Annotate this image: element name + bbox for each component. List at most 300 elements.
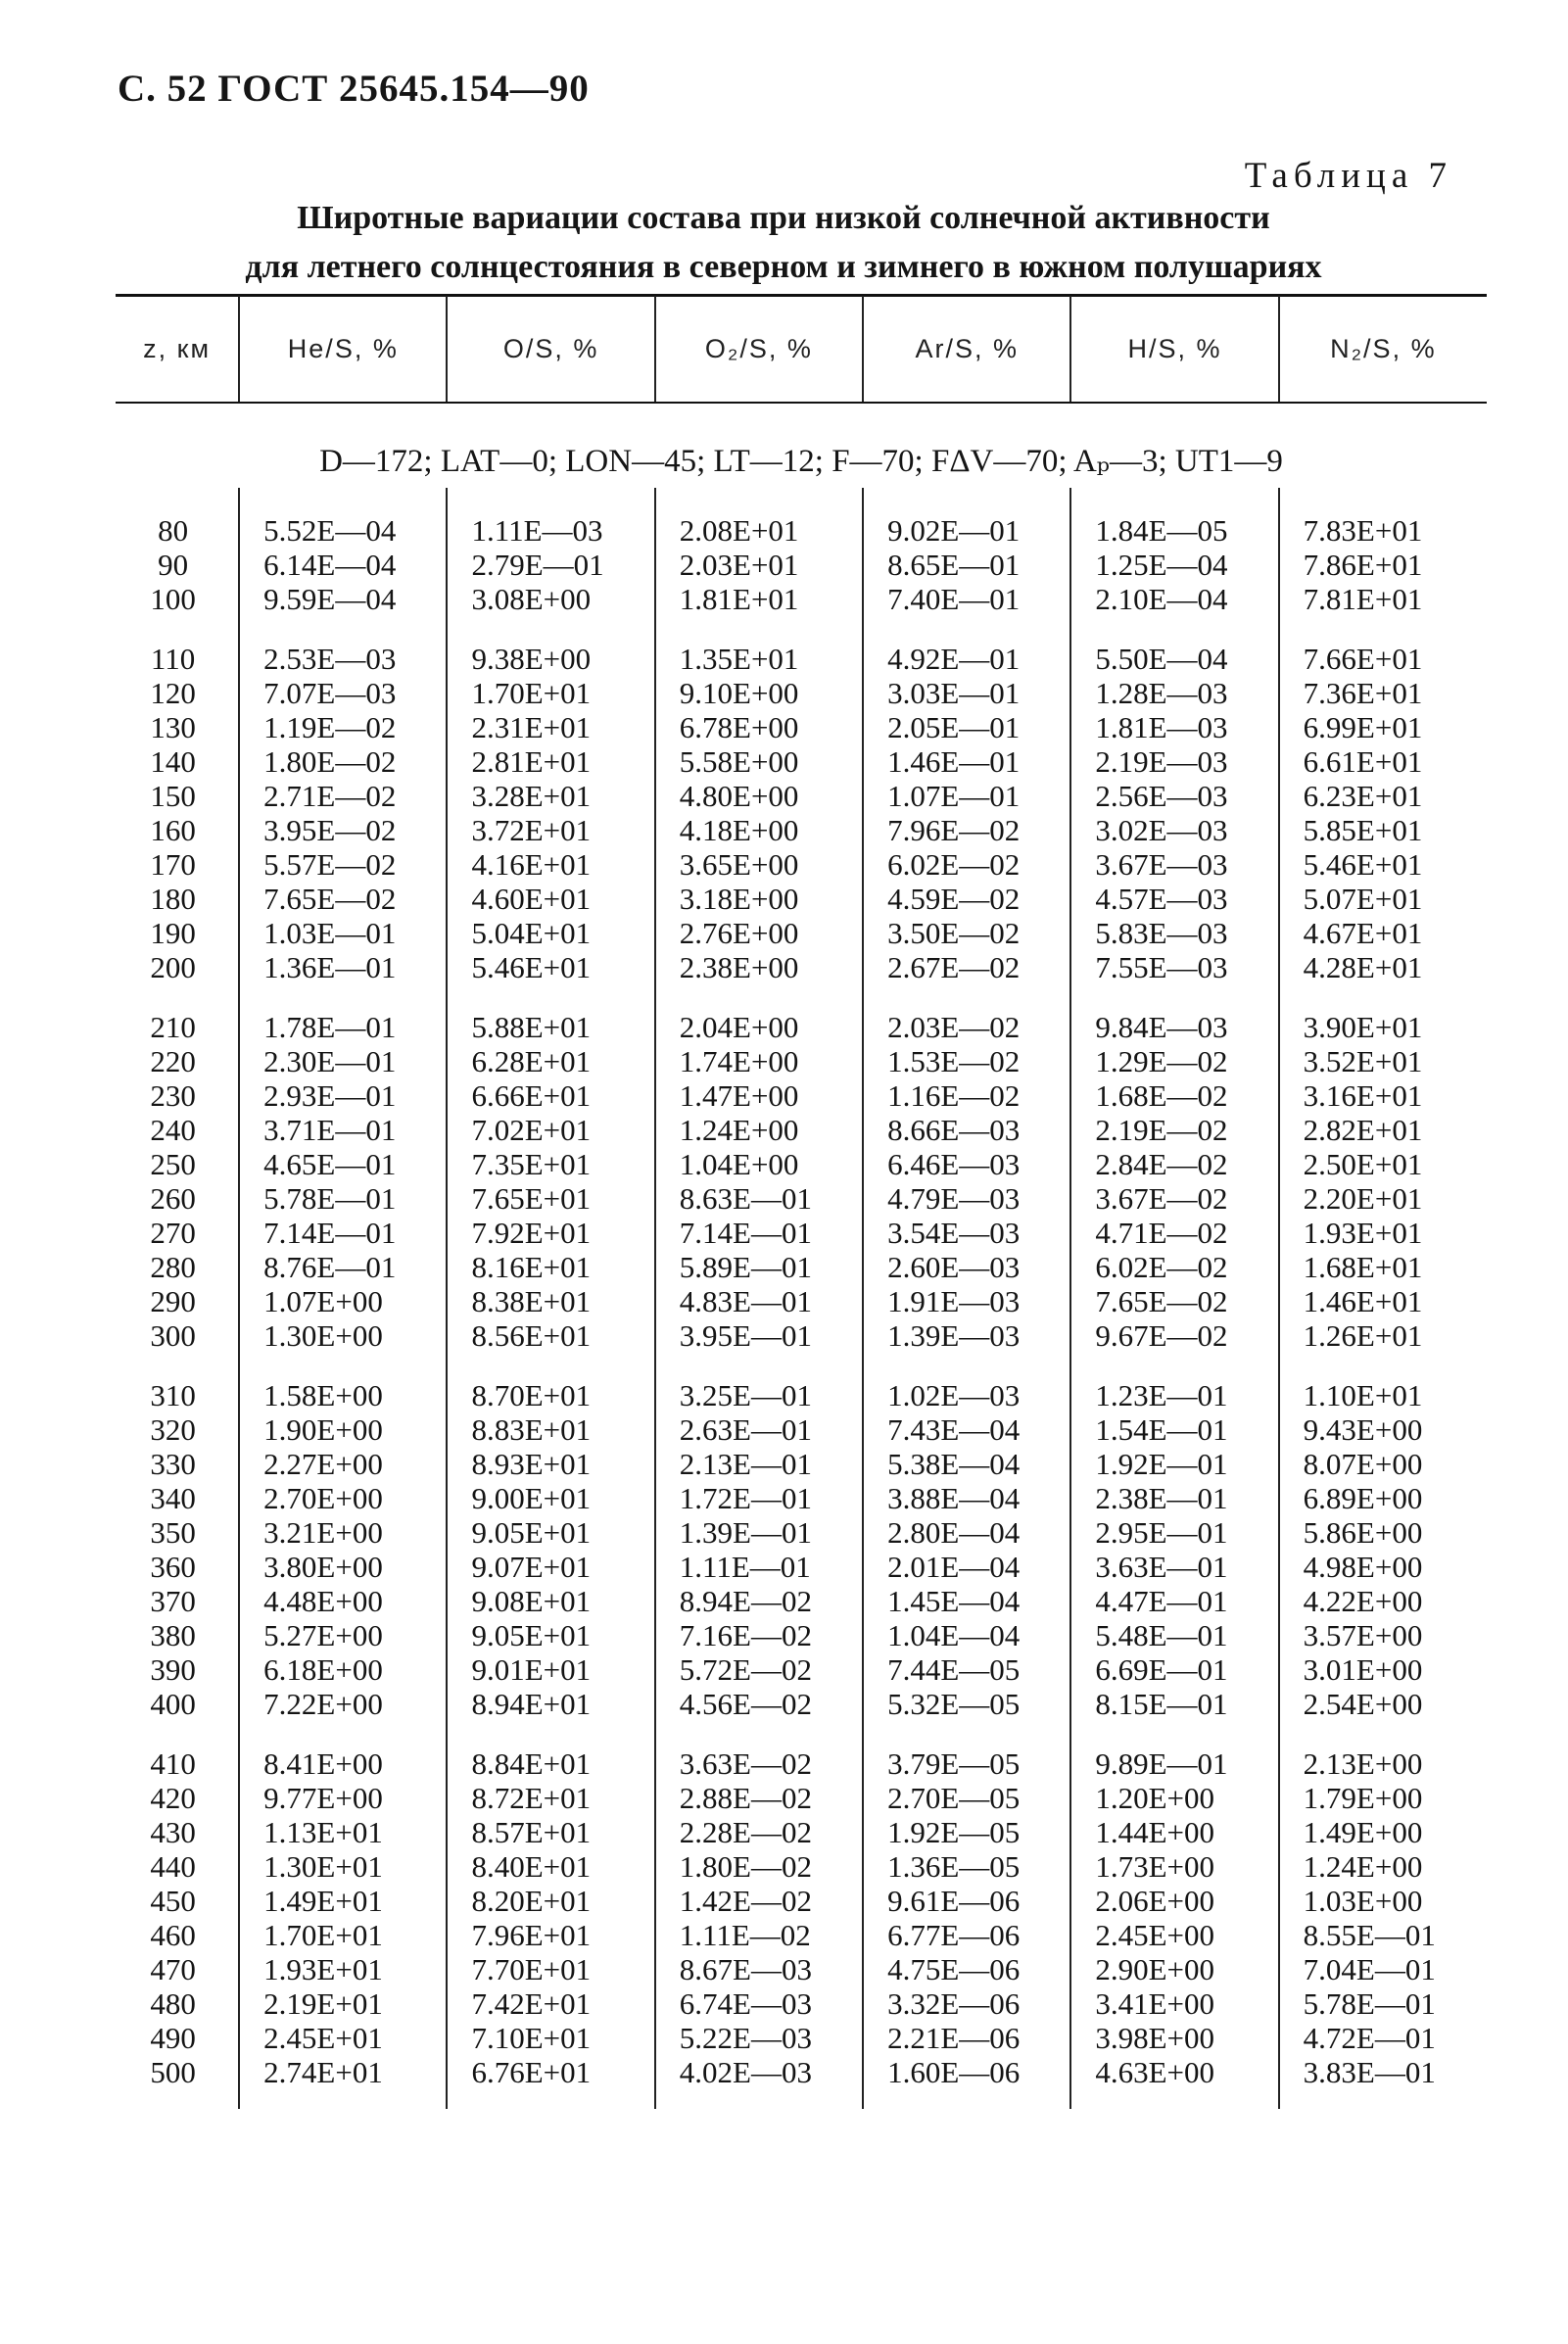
- cell-he: 1.58E+00: [239, 1378, 447, 1412]
- cell-h: 2.38E—01: [1070, 1481, 1278, 1515]
- cell-o: 2.81E+01: [447, 744, 654, 779]
- cell-n2: 3.01E+00: [1279, 1652, 1487, 1687]
- table-title-line-2: для летнего солнцестояния в северном и зимнего в южном полушариях: [245, 249, 1322, 285]
- cell-o: 6.76E+01: [447, 2055, 654, 2089]
- group-gap: [116, 984, 1487, 1010]
- cell-o2: 4.80E+00: [655, 779, 863, 813]
- group-gap: [116, 1721, 1487, 1746]
- cell-he: 2.70E+00: [239, 1481, 447, 1515]
- table-row: [116, 1884, 1487, 1918]
- cell-altitude: 230: [150, 1078, 196, 1113]
- cell-altitude: 330: [150, 1447, 196, 1481]
- cell-h: 2.45E+00: [1070, 1918, 1278, 1952]
- cell-o: 7.70E+01: [447, 1952, 654, 1986]
- cell-n2: 7.83E+01: [1279, 513, 1487, 548]
- cell-n2: 1.03E+00: [1279, 1884, 1487, 1918]
- cell-o2: 1.42E—02: [655, 1884, 863, 1918]
- table-row: [116, 1113, 1487, 1147]
- cell-h: 2.06E+00: [1070, 1884, 1278, 1918]
- cell-he: 9.59E—04: [239, 582, 447, 616]
- cell-n2: 4.98E+00: [1279, 1550, 1487, 1584]
- cell-he: 5.57E—02: [239, 847, 447, 882]
- cell-o: 8.40E+01: [447, 1849, 654, 1884]
- group-gap: [116, 1353, 1487, 1378]
- cell-o2: 3.95E—01: [655, 1318, 863, 1353]
- cell-h: 3.02E—03: [1070, 813, 1278, 847]
- cell-h: 7.65E—02: [1070, 1284, 1278, 1318]
- cell-he: 1.78E—01: [239, 1010, 447, 1044]
- cell-ar: 3.79E—05: [863, 1746, 1070, 1781]
- cell-altitude: 160: [150, 813, 196, 847]
- cell-o2: 1.11E—01: [655, 1550, 863, 1584]
- column-header-h: H/S, %: [1070, 296, 1278, 402]
- cell-o: 7.10E+01: [447, 2021, 654, 2055]
- cell-h: 3.98E+00: [1070, 2021, 1278, 2055]
- cell-he: 2.27E+00: [239, 1447, 447, 1481]
- cell-he: 8.76E—01: [239, 1250, 447, 1284]
- table-row: [116, 1652, 1487, 1687]
- cell-he: 4.65E—01: [239, 1147, 447, 1181]
- cell-h: 2.90E+00: [1070, 1952, 1278, 1986]
- cell-n2: 4.67E+01: [1279, 916, 1487, 950]
- cell-h: 1.81E—03: [1070, 710, 1278, 744]
- table-row: [116, 1584, 1487, 1618]
- cell-h: 1.68E—02: [1070, 1078, 1278, 1113]
- table-row: [116, 1181, 1487, 1216]
- cell-o2: 1.80E—02: [655, 1849, 863, 1884]
- table-row: [116, 1952, 1487, 1986]
- table-row: [116, 1986, 1487, 2021]
- cell-h: 1.54E—01: [1070, 1412, 1278, 1447]
- cell-o: 9.05E+01: [447, 1618, 654, 1652]
- cell-h: 2.19E—03: [1070, 744, 1278, 779]
- cell-altitude: 360: [150, 1550, 196, 1584]
- cell-h: 1.25E—04: [1070, 548, 1278, 582]
- cell-ar: 7.44E—05: [863, 1652, 1070, 1687]
- cell-ar: 3.50E—02: [863, 916, 1070, 950]
- cell-he: 1.07E+00: [239, 1284, 447, 1318]
- cell-he: 6.18E+00: [239, 1652, 447, 1687]
- cell-he: 2.30E—01: [239, 1044, 447, 1078]
- cell-n2: 1.46E+01: [1279, 1284, 1487, 1318]
- cell-h: 1.23E—01: [1070, 1378, 1278, 1412]
- page-header: С. 52 ГОСТ 25645.154—90: [118, 68, 590, 110]
- cell-h: 4.57E—03: [1070, 882, 1278, 916]
- cell-n2: 5.85E+01: [1279, 813, 1487, 847]
- cell-he: 3.21E+00: [239, 1515, 447, 1550]
- cell-h: 5.50E—04: [1070, 642, 1278, 676]
- cell-altitude: 260: [150, 1181, 196, 1216]
- cell-h: 6.69E—01: [1070, 1652, 1278, 1687]
- table-foot: [116, 2089, 1487, 2109]
- cell-altitude: 290: [150, 1284, 196, 1318]
- cell-n2: 5.86E+00: [1279, 1515, 1487, 1550]
- cell-o: 6.28E+01: [447, 1044, 654, 1078]
- cell-he: 1.49E+01: [239, 1884, 447, 1918]
- cell-ar: 8.65E—01: [863, 548, 1070, 582]
- cell-altitude: 460: [150, 1918, 196, 1952]
- cell-n2: 7.86E+01: [1279, 548, 1487, 582]
- cell-n2: 4.28E+01: [1279, 950, 1487, 984]
- cell-o: 9.08E+01: [447, 1584, 654, 1618]
- table-row: [116, 813, 1487, 847]
- cell-altitude: 340: [150, 1481, 196, 1515]
- table-row: [116, 1481, 1487, 1515]
- cell-o: 8.20E+01: [447, 1884, 654, 1918]
- cell-h: 2.84E—02: [1070, 1147, 1278, 1181]
- cell-o2: 3.18E+00: [655, 882, 863, 916]
- cell-he: 7.07E—03: [239, 676, 447, 710]
- cell-ar: 4.92E—01: [863, 642, 1070, 676]
- cell-altitude: 450: [150, 1884, 196, 1918]
- cell-altitude: 270: [150, 1216, 196, 1250]
- cell-he: 1.30E+00: [239, 1318, 447, 1353]
- table-row: [116, 950, 1487, 984]
- cell-altitude: 380: [150, 1618, 196, 1652]
- cell-he: 6.14E—04: [239, 548, 447, 582]
- cell-o2: 3.25E—01: [655, 1378, 863, 1412]
- cell-ar: 2.03E—02: [863, 1010, 1070, 1044]
- cell-ar: 1.02E—03: [863, 1378, 1070, 1412]
- cell-altitude: 390: [150, 1652, 196, 1687]
- table-row: [116, 1284, 1487, 1318]
- cell-o: 8.57E+01: [447, 1815, 654, 1849]
- cell-ar: 9.61E—06: [863, 1884, 1070, 1918]
- cell-he: 1.90E+00: [239, 1412, 447, 1447]
- cell-ar: 4.75E—06: [863, 1952, 1070, 1986]
- cell-o: 4.16E+01: [447, 847, 654, 882]
- cell-n2: 1.79E+00: [1279, 1781, 1487, 1815]
- cell-o2: 3.63E—02: [655, 1746, 863, 1781]
- cell-n2: 7.66E+01: [1279, 642, 1487, 676]
- cell-ar: 5.38E—04: [863, 1447, 1070, 1481]
- cell-ar: 8.66E—03: [863, 1113, 1070, 1147]
- cell-altitude: 240: [150, 1113, 196, 1147]
- cell-altitude: 370: [150, 1584, 196, 1618]
- cell-o: 5.04E+01: [447, 916, 654, 950]
- cell-ar: 3.88E—04: [863, 1481, 1070, 1515]
- cell-ar: 6.46E—03: [863, 1147, 1070, 1181]
- table-row: [116, 744, 1487, 779]
- cell-o2: 1.74E+00: [655, 1044, 863, 1078]
- cell-altitude: 200: [150, 950, 196, 984]
- cell-ar: 1.53E—02: [863, 1044, 1070, 1078]
- cell-o2: 2.13E—01: [655, 1447, 863, 1481]
- cell-o2: 5.72E—02: [655, 1652, 863, 1687]
- cell-n2: 6.23E+01: [1279, 779, 1487, 813]
- cell-altitude: 320: [150, 1412, 196, 1447]
- cell-altitude: 170: [150, 847, 196, 882]
- column-header-altitude: z, км: [143, 333, 212, 363]
- cell-he: 2.71E—02: [239, 779, 447, 813]
- cell-he: 3.80E+00: [239, 1550, 447, 1584]
- cell-n2: 3.52E+01: [1279, 1044, 1487, 1078]
- cell-altitude: 210: [150, 1010, 196, 1044]
- cell-o: 5.88E+01: [447, 1010, 654, 1044]
- table-row: [116, 847, 1487, 882]
- cell-h: 4.47E—01: [1070, 1584, 1278, 1618]
- cell-o: 3.28E+01: [447, 779, 654, 813]
- cell-n2: 3.16E+01: [1279, 1078, 1487, 1113]
- cell-h: 1.92E—01: [1070, 1447, 1278, 1481]
- cell-o2: 8.63E—01: [655, 1181, 863, 1216]
- cell-n2: 8.55E—01: [1279, 1918, 1487, 1952]
- cell-o: 2.79E—01: [447, 548, 654, 582]
- cell-he: 2.74E+01: [239, 2055, 447, 2089]
- cell-ar: 1.39E—03: [863, 1318, 1070, 1353]
- cell-ar: 1.16E—02: [863, 1078, 1070, 1113]
- table-title-line-1: Широтные вариации состава при низкой солнечной активности: [297, 200, 1270, 236]
- cell-n2: 1.26E+01: [1279, 1318, 1487, 1353]
- cell-n2: 5.07E+01: [1279, 882, 1487, 916]
- cell-h: 1.20E+00: [1070, 1781, 1278, 1815]
- cell-h: 5.83E—03: [1070, 916, 1278, 950]
- table-row: [116, 548, 1487, 582]
- cell-o2: 8.94E—02: [655, 1584, 863, 1618]
- cell-o2: 6.78E+00: [655, 710, 863, 744]
- table-row: [116, 1515, 1487, 1550]
- cell-h: 1.73E+00: [1070, 1849, 1278, 1884]
- cell-o: 9.05E+01: [447, 1515, 654, 1550]
- cell-o: 8.83E+01: [447, 1412, 654, 1447]
- cell-o2: 4.02E—03: [655, 2055, 863, 2089]
- cell-o: 9.07E+01: [447, 1550, 654, 1584]
- cell-o2: 2.88E—02: [655, 1781, 863, 1815]
- cell-o: 4.60E+01: [447, 882, 654, 916]
- cell-o: 8.93E+01: [447, 1447, 654, 1481]
- cell-ar: 2.21E—06: [863, 2021, 1070, 2055]
- cell-altitude: 500: [150, 2055, 196, 2089]
- cell-ar: 1.91E—03: [863, 1284, 1070, 1318]
- cell-altitude: 90: [158, 548, 189, 582]
- cell-h: 8.15E—01: [1070, 1687, 1278, 1721]
- cell-h: 1.29E—02: [1070, 1044, 1278, 1078]
- cell-n2: 7.81E+01: [1279, 582, 1487, 616]
- cell-ar: 6.77E—06: [863, 1918, 1070, 1952]
- cell-o2: 6.74E—03: [655, 1986, 863, 2021]
- parameters-row: [116, 402, 1487, 488]
- cell-ar: 6.02E—02: [863, 847, 1070, 882]
- cell-n2: 6.99E+01: [1279, 710, 1487, 744]
- cell-o2: 1.39E—01: [655, 1515, 863, 1550]
- cell-o: 8.72E+01: [447, 1781, 654, 1815]
- cell-altitude: 190: [150, 916, 196, 950]
- cell-o2: 1.35E+01: [655, 642, 863, 676]
- table-row: [116, 1447, 1487, 1481]
- table-row: [116, 1078, 1487, 1113]
- cell-ar: 3.32E—06: [863, 1986, 1070, 2021]
- cell-o2: 8.67E—03: [655, 1952, 863, 1986]
- cell-ar: 1.04E—04: [863, 1618, 1070, 1652]
- cell-he: 9.77E+00: [239, 1781, 447, 1815]
- cell-he: 1.93E+01: [239, 1952, 447, 1986]
- cell-altitude: 420: [150, 1781, 196, 1815]
- table-row: [116, 642, 1487, 676]
- cell-altitude: 470: [150, 1952, 196, 1986]
- cell-n2: 1.68E+01: [1279, 1250, 1487, 1284]
- cell-o2: 4.56E—02: [655, 1687, 863, 1721]
- cell-o: 9.00E+01: [447, 1481, 654, 1515]
- cell-ar: 1.46E—01: [863, 744, 1070, 779]
- cell-o2: 1.04E+00: [655, 1147, 863, 1181]
- cell-altitude: 410: [150, 1746, 196, 1781]
- cell-altitude: 120: [150, 676, 196, 710]
- cell-o2: 7.14E—01: [655, 1216, 863, 1250]
- cell-h: 9.84E—03: [1070, 1010, 1278, 1044]
- column-header-ar: Ar/S, %: [863, 296, 1070, 402]
- cell-ar: 9.02E—01: [863, 513, 1070, 548]
- table-row: [116, 1412, 1487, 1447]
- cell-o2: 5.22E—03: [655, 2021, 863, 2055]
- cell-o2: 7.16E—02: [655, 1618, 863, 1652]
- cell-h: 3.41E+00: [1070, 1986, 1278, 2021]
- cell-o2: 5.89E—01: [655, 1250, 863, 1284]
- cell-n2: 2.20E+01: [1279, 1181, 1487, 1216]
- cell-he: 5.78E—01: [239, 1181, 447, 1216]
- cell-ar: 2.70E—05: [863, 1781, 1070, 1815]
- cell-n2: 2.50E+01: [1279, 1147, 1487, 1181]
- cell-h: 3.67E—03: [1070, 847, 1278, 882]
- cell-o: 6.66E+01: [447, 1078, 654, 1113]
- cell-he: 1.70E+01: [239, 1918, 447, 1952]
- cell-n2: 1.93E+01: [1279, 1216, 1487, 1250]
- cell-n2: 9.43E+00: [1279, 1412, 1487, 1447]
- cell-o: 1.11E—03: [447, 513, 654, 548]
- column-header-o2: O₂/S, %: [655, 296, 863, 402]
- cell-o: 7.92E+01: [447, 1216, 654, 1250]
- table-row: [116, 1687, 1487, 1721]
- cell-n2: 1.24E+00: [1279, 1849, 1487, 1884]
- table-row: [116, 582, 1487, 616]
- table-row: [116, 1010, 1487, 1044]
- table-row: [116, 1147, 1487, 1181]
- table-row: [116, 1618, 1487, 1652]
- cell-h: 1.44E+00: [1070, 1815, 1278, 1849]
- table-row: [116, 1746, 1487, 1781]
- cell-ar: 2.05E—01: [863, 710, 1070, 744]
- cell-n2: 6.61E+01: [1279, 744, 1487, 779]
- column-header-n2: N₂/S, %: [1279, 296, 1487, 402]
- cell-ar: 4.79E—03: [863, 1181, 1070, 1216]
- cell-o2: 1.24E+00: [655, 1113, 863, 1147]
- cell-altitude: 140: [150, 744, 196, 779]
- cell-o: 8.38E+01: [447, 1284, 654, 1318]
- cell-he: 2.93E—01: [239, 1078, 447, 1113]
- table-body: [116, 296, 1487, 2109]
- cell-ar: 5.32E—05: [863, 1687, 1070, 1721]
- cell-altitude: 250: [150, 1147, 196, 1181]
- cell-altitude: 100: [150, 582, 196, 616]
- cell-o: 7.02E+01: [447, 1113, 654, 1147]
- cell-o: 7.42E+01: [447, 1986, 654, 2021]
- cell-ar: 3.03E—01: [863, 676, 1070, 710]
- cell-o2: 2.63E—01: [655, 1412, 863, 1447]
- cell-altitude: 280: [150, 1250, 196, 1284]
- cell-he: 2.19E+01: [239, 1986, 447, 2021]
- cell-he: 1.80E—02: [239, 744, 447, 779]
- cell-ar: 1.36E—05: [863, 1849, 1070, 1884]
- cell-ar: 1.60E—06: [863, 2055, 1070, 2089]
- cell-altitude: 440: [150, 1849, 196, 1884]
- cell-n2: 1.49E+00: [1279, 1815, 1487, 1849]
- cell-o: 7.35E+01: [447, 1147, 654, 1181]
- cell-h: 2.56E—03: [1070, 779, 1278, 813]
- cell-o2: 1.81E+01: [655, 582, 863, 616]
- cell-he: 5.27E+00: [239, 1618, 447, 1652]
- cell-n2: 1.10E+01: [1279, 1378, 1487, 1412]
- cell-ar: 2.01E—04: [863, 1550, 1070, 1584]
- cell-altitude: 80: [158, 513, 189, 548]
- composition-table: [116, 296, 1487, 2109]
- cell-h: 6.02E—02: [1070, 1250, 1278, 1284]
- cell-o: 1.70E+01: [447, 676, 654, 710]
- cell-o: 8.94E+01: [447, 1687, 654, 1721]
- cell-o2: 4.83E—01: [655, 1284, 863, 1318]
- cell-n2: 2.82E+01: [1279, 1113, 1487, 1147]
- cell-o: 8.70E+01: [447, 1378, 654, 1412]
- table-row: [116, 710, 1487, 744]
- cell-n2: 7.04E—01: [1279, 1952, 1487, 1986]
- table-row: [116, 1378, 1487, 1412]
- cell-o2: 5.58E+00: [655, 744, 863, 779]
- cell-ar: 3.54E—03: [863, 1216, 1070, 1250]
- cell-h: 3.63E—01: [1070, 1550, 1278, 1584]
- cell-altitude: 350: [150, 1515, 196, 1550]
- cell-ar: 2.80E—04: [863, 1515, 1070, 1550]
- cell-h: 9.89E—01: [1070, 1746, 1278, 1781]
- cell-o: 7.96E+01: [447, 1918, 654, 1952]
- cell-o2: 2.08E+01: [655, 513, 863, 548]
- cell-o: 7.65E+01: [447, 1181, 654, 1216]
- cell-o2: 2.38E+00: [655, 950, 863, 984]
- cell-o2: 1.72E—01: [655, 1481, 863, 1515]
- cell-he: 1.19E—02: [239, 710, 447, 744]
- cell-n2: 7.36E+01: [1279, 676, 1487, 710]
- table-row: [116, 1250, 1487, 1284]
- cell-altitude: 490: [150, 2021, 196, 2055]
- cell-h: 1.84E—05: [1070, 513, 1278, 548]
- table-row: [116, 1815, 1487, 1849]
- cell-h: 5.48E—01: [1070, 1618, 1278, 1652]
- cell-h: 7.55E—03: [1070, 950, 1278, 984]
- cell-he: 1.30E+01: [239, 1849, 447, 1884]
- cell-he: 4.48E+00: [239, 1584, 447, 1618]
- cell-he: 7.65E—02: [239, 882, 447, 916]
- cell-ar: 4.59E—02: [863, 882, 1070, 916]
- cell-h: 4.71E—02: [1070, 1216, 1278, 1250]
- cell-he: 2.53E—03: [239, 642, 447, 676]
- cell-n2: 5.78E—01: [1279, 1986, 1487, 2021]
- cell-o: 5.46E+01: [447, 950, 654, 984]
- table-row: [116, 2055, 1487, 2089]
- cell-o: 8.84E+01: [447, 1746, 654, 1781]
- cell-n2: 2.13E+00: [1279, 1746, 1487, 1781]
- cell-o2: 4.18E+00: [655, 813, 863, 847]
- spacer-row: [116, 488, 1487, 513]
- cell-altitude: 430: [150, 1815, 196, 1849]
- cell-n2: 8.07E+00: [1279, 1447, 1487, 1481]
- cell-n2: 3.83E—01: [1279, 2055, 1487, 2089]
- table-row: [116, 1918, 1487, 1952]
- cell-o2: 2.76E+00: [655, 916, 863, 950]
- cell-ar: 7.43E—04: [863, 1412, 1070, 1447]
- cell-h: 9.67E—02: [1070, 1318, 1278, 1353]
- cell-he: 3.71E—01: [239, 1113, 447, 1147]
- cell-o2: 2.28E—02: [655, 1815, 863, 1849]
- cell-h: 2.10E—04: [1070, 582, 1278, 616]
- cell-he: 1.36E—01: [239, 950, 447, 984]
- column-header-row: [116, 296, 1487, 402]
